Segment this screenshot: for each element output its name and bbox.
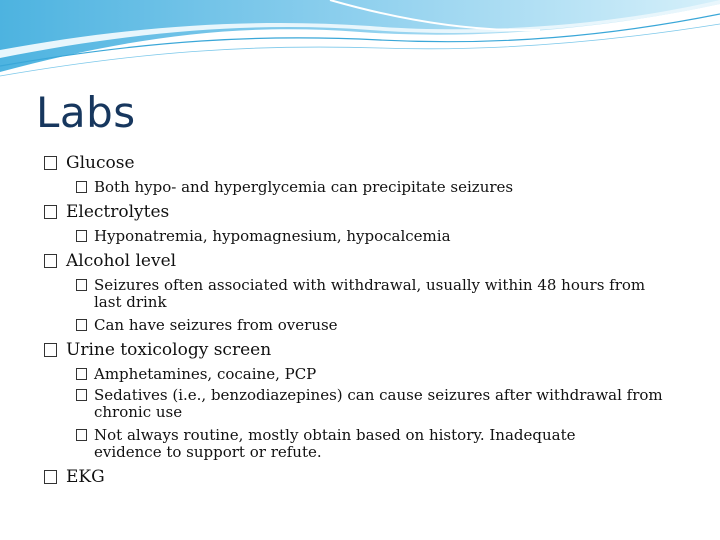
sub-bullet-text: Sedatives (i.e., benzodiazepines) can cause seizures after withdrawal from chronic use — [94, 386, 663, 421]
bullet-item — [44, 339, 684, 361]
sub-bullet-text: Seizures often associated with withdrawal, usually within 48 hours from last drink — [94, 276, 646, 311]
bullet-item — [44, 466, 684, 488]
sub-bullet-item — [76, 179, 684, 196]
slide-title: Labs — [36, 88, 136, 137]
checkbox-bullet-icon — [44, 156, 57, 170]
checkbox-bullet-icon — [76, 429, 87, 441]
checkbox-bullet-icon — [44, 343, 57, 357]
sub-bullet-text: Hyponatremia, hypomagnesium, hypocalcemia — [94, 227, 451, 245]
bullet-text: Urine toxicology screen — [66, 340, 272, 360]
sub-bullet-text: Both hypo- and hyperglycemia can precipitate seizures — [94, 178, 514, 196]
header-wave-decoration — [0, 0, 720, 90]
sub-bullet-item — [76, 366, 684, 383]
checkbox-bullet-icon — [76, 389, 87, 401]
sub-bullet-item — [76, 277, 654, 311]
bullet-text: Alcohol level — [66, 251, 177, 271]
bullet-item — [44, 152, 684, 174]
checkbox-bullet-icon — [76, 279, 87, 291]
checkbox-bullet-icon — [44, 254, 57, 268]
bullet-text: EKG — [66, 467, 105, 487]
checkbox-bullet-icon — [76, 368, 87, 380]
sub-bullet-item — [76, 317, 684, 334]
checkbox-bullet-icon — [44, 205, 57, 219]
bullet-item — [44, 250, 684, 272]
checkbox-bullet-icon — [76, 181, 87, 193]
sub-bullet-text: Can have seizures from overuse — [94, 316, 338, 334]
sub-bullet-item — [76, 387, 669, 421]
checkbox-bullet-icon — [76, 319, 87, 331]
sub-bullet-item — [76, 427, 639, 461]
checkbox-bullet-icon — [44, 470, 57, 484]
sub-bullet-text: Amphetamines, cocaine, PCP — [94, 365, 317, 383]
bullet-text: Electrolytes — [66, 202, 170, 222]
bullet-text: Glucose — [66, 153, 135, 173]
sub-bullet-text: Not always routine, mostly obtain based on history. Inadequate evidence to support or refute. — [94, 426, 576, 461]
checkbox-bullet-icon — [76, 230, 87, 242]
bullet-list — [44, 152, 684, 488]
sub-bullet-item — [76, 228, 684, 245]
bullet-item — [44, 201, 684, 223]
